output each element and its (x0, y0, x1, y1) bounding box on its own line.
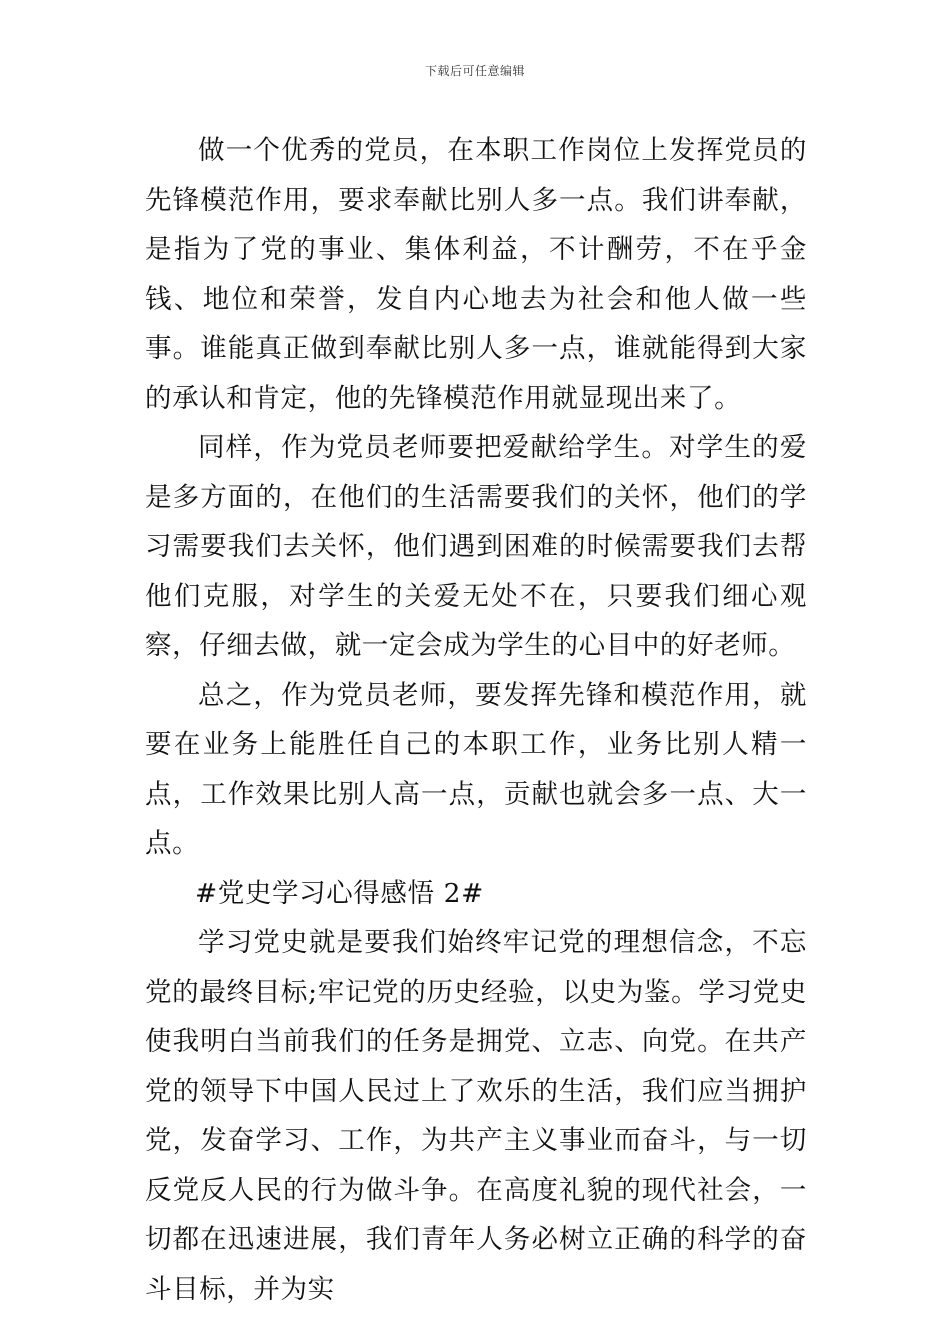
document-body (145, 126, 807, 1314)
page-header: 下载后可任意编辑 (424, 64, 525, 78)
paragraph-1: 做一个优秀的党员，在本职工作岗位上发挥党员的先锋模范作用，要求奉献比别人多一点。我们讲奉献，是指为了党的事业、集体利益，不计酬劳，不在乎金钱、地位和荣誉，发自内心地去为社会和他人做一些事。谁能真正做到奉献比别人多一点，谁就能得到大家的承认和肯定，他的先锋模范作用就显现出来了。 (145, 135, 807, 414)
paragraph-2: 同样，作为党员老师要把爱献给学生。对学生的爱是多方面的，在他们的生活需要我们的关怀，他们的学习需要我们去关怀，他们遇到困难的时候需要我们去帮他们克服，对学生的关爱无处不在，只要我们细心观察，仔细去做，就一定会成为学生的心目中的好老师。 (145, 432, 807, 661)
paragraph-3: 总之，作为党员老师，要发挥先锋和模范作用，就要在业务上能胜任自己的本职工作，业务比别人精一点，工作效果比别人高一点，贡献也就会多一点、大一点。 (145, 679, 807, 859)
paragraph-4: 学习党史就是要我们始终牢记党的理想信念，不忘党的最终目标;牢记党的历史经验，以史为鉴。学习党史使我明白当前我们的任务是拥党、立志、向党。在共产党的领导下中国人民过上了欢乐的生活，我们应当拥护党，发奋学习、工作，为共产主义事业而奋斗，与一切反党反人民的行为做斗争。在高度礼貌的现代社会，一切都在迅速进展，我们青年人务必树立正确的科学的奋斗目标，并为实 (145, 927, 807, 1305)
section-heading: #党史学习心得感悟 2# (195, 877, 484, 909)
